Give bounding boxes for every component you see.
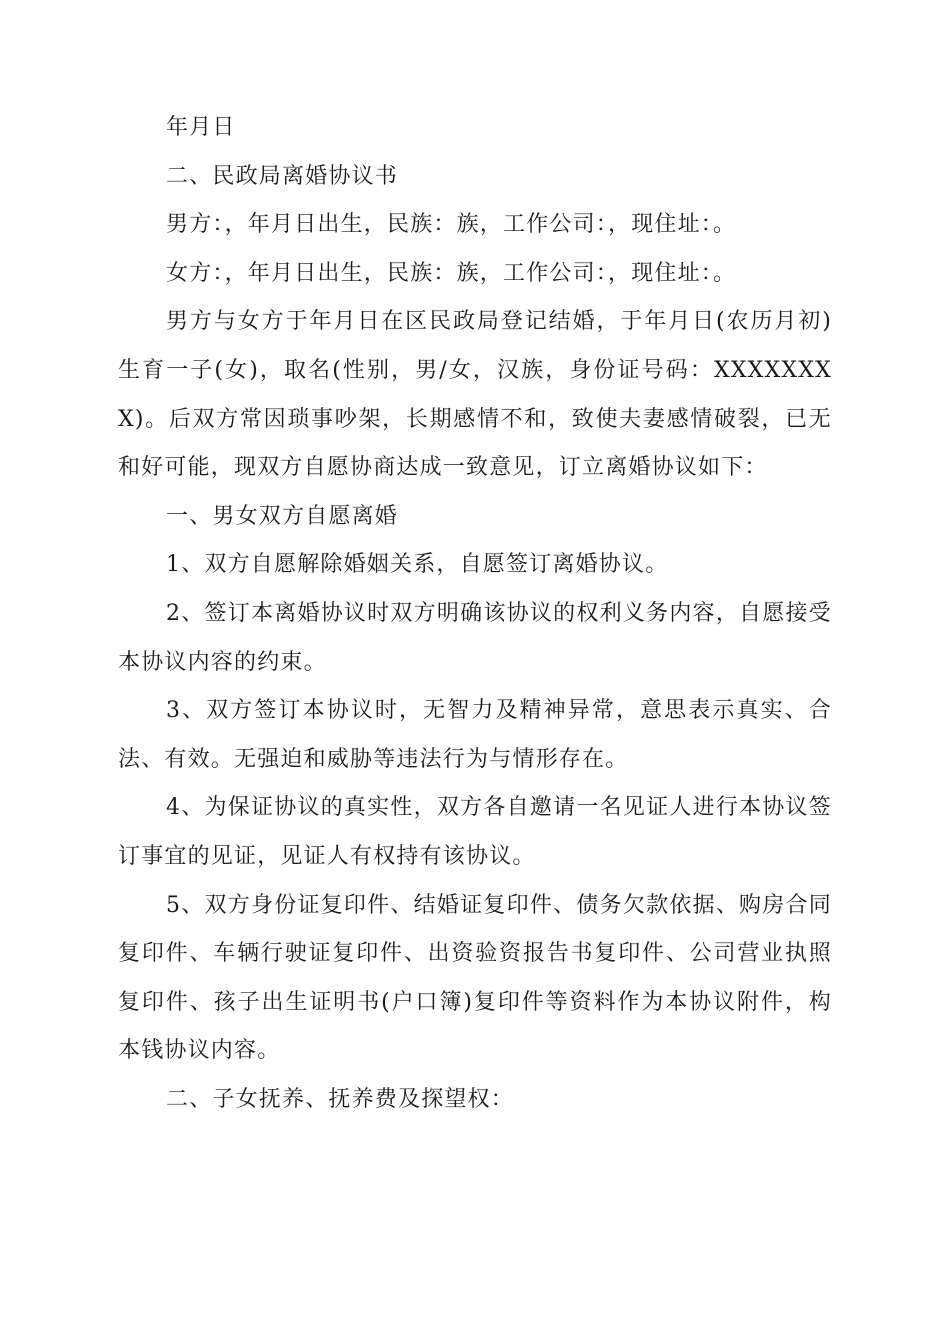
marriage-statement-paragraph: 男方与女方于年月日在区民政局登记结婚，于年月日(农历月初)生育一子(女)，取名(性别，男/女，汉族，身份证号码：XXXXXXXX)。后双方常因琐事吵架，长期感情不和，致使夫妻感情破裂，已无和好可能，现双方自愿协商达成一致意见，订立离婚协议如下： <box>118 309 832 481</box>
clause-1: 1、双方自愿解除婚姻关系，自愿签订离婚协议。 <box>166 552 669 578</box>
clause-3: 3、双方签订本协议时，无智力及精神异常，意思表示真实、合法、有效。无强迫和威胁等违法行为与情形存在。 <box>118 698 832 772</box>
female-party-line: 女方：，年月日出生，民族：族，工作公司：，现住址：。 <box>166 260 737 286</box>
clause-4: 4、为保证协议的真实性，双方各自邀请一名见证人进行本协议签订事宜的见证，见证人有权持有该协议。 <box>118 795 832 869</box>
date-line: 年月日 <box>166 115 236 140</box>
clause-2: 2、签订本离婚协议时双方明确该协议的权利义务内容，自愿接受本协议内容的约束。 <box>118 600 832 675</box>
section-heading: 二、民政局离婚协议书 <box>166 163 399 189</box>
article-heading: 一、男女双方自愿离婚 <box>166 503 399 529</box>
article-heading: 二、子女抚养、抚养费及探望权： <box>166 1086 515 1112</box>
male-party-line: 男方：，年月日出生，民族：族，工作公司：，现住址：。 <box>166 212 737 238</box>
document-body <box>118 104 832 1124</box>
clause-5: 5、双方身份证复印件、结婚证复印件、债务欠款依据、购房合同复印件、车辆行驶证复印件、出资验资报告书复印件、公司营业执照复印件、孩子出生证明书(户口簿)复印件等资料作为本协议附件，构本钱协议内容。 <box>118 892 832 1064</box>
